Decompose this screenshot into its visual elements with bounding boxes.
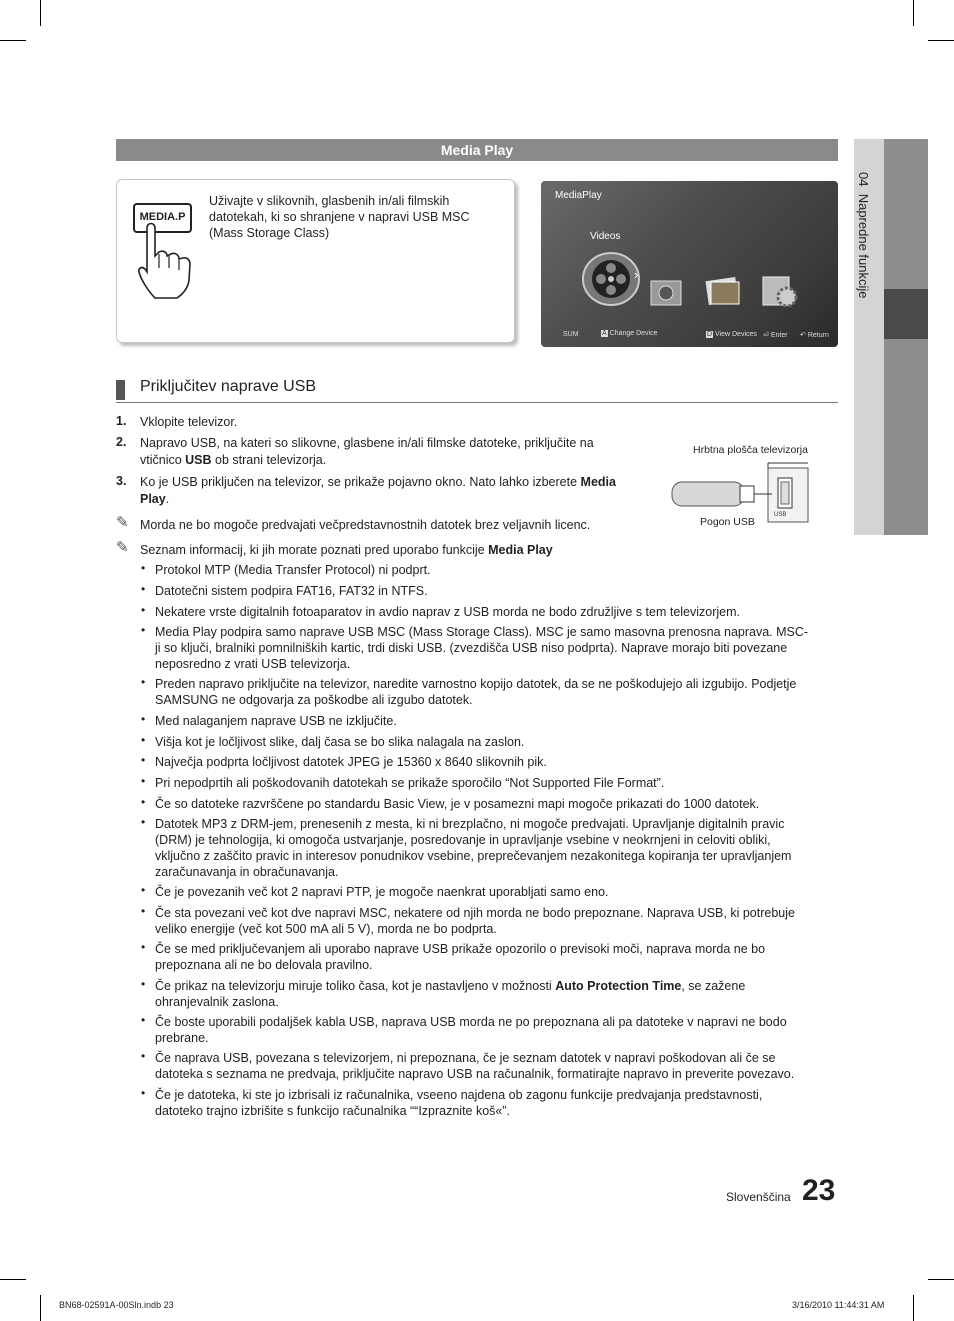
step-number: 2. [116, 435, 127, 449]
bullet-text: vključno z zaščito pravic in interesov ponudnikov vsebine, preprečevanjem nezakonitega kopiranja ter upravljanjem [155, 849, 792, 863]
bullet-dot: • [141, 774, 146, 788]
note-text: Seznam informacij, ki jih morate poznati pred uporabo funkcije Media Play [140, 543, 553, 557]
bullet-dot: • [141, 940, 146, 954]
step-number: 3. [116, 474, 127, 488]
sum-label: SUM [563, 331, 579, 338]
bullet-dot: • [141, 1086, 146, 1100]
bullet-text: Media Play podpira samo naprave USB MSC (Mass Storage Class). MSC je samo masovna prenosna naprava. MSC- [155, 625, 809, 639]
change-device-hint[interactable]: A Change Device [602, 330, 658, 337]
bullet-text: Med nalaganjem naprave USB ne izključite. [155, 714, 397, 728]
pointing-hand-icon [133, 222, 193, 302]
side-tab-active-block [884, 289, 928, 339]
bullet-text: Če naprava USB, povezana s televizorjem, ni prepoznana, če je seznam datotek v napravi poškodovan ali če se [155, 1051, 776, 1065]
bullet-text: Protokol MTP (Media Transfer Protocol) ni podprt. [155, 563, 431, 577]
crop-mark [913, 1295, 914, 1321]
section-header: Media Play [116, 139, 838, 161]
step-number: 1. [116, 414, 127, 428]
view-devices-hint[interactable]: D View Devices [707, 331, 757, 338]
step-text: Play. [140, 492, 170, 506]
bullet-text: datoteka s seznama ne predvaja, priključite napravo USB na računalnik, formatirajte napravo in preverite povezavo. [155, 1067, 795, 1081]
bullet-text: ji so ključi, bralniki pomnilniških kartic, trdi diski USB. (zvezdišča USB niso podprta). Naprave morajo biti povezane [155, 641, 788, 655]
bullet-text: veliko energije (več kot 500 mA ali 5 V), morda ne bo podprta. [155, 922, 497, 936]
footer-file: BN68-02591A-00Sln.indb 23 [59, 1300, 174, 1310]
film-reel-icon[interactable] [581, 251, 641, 307]
intro-text: Uživajte v slikovnih, glasbenih in/ali filmskih datotekah, ki so shranjene v napravi USB MSC (Mass Storage Class) [209, 194, 470, 240]
screen-title: MediaPlay [555, 190, 602, 201]
bullet-text: Datotečni sistem podpira FAT16, FAT32 in NTFS. [155, 584, 428, 598]
chevron-right-icon: › [634, 267, 639, 282]
bullet-dot: • [141, 712, 146, 726]
divider [116, 402, 838, 403]
step-text: Napravo USB, na kateri so slikovne, glasbene in/ali filmske datoteke, priključite na [140, 436, 594, 450]
crop-mark [928, 40, 954, 41]
bullet-dot: • [141, 675, 146, 689]
enter-hint[interactable]: ⏎ Enter [763, 332, 788, 339]
bullet-dot: • [141, 603, 146, 617]
note-pencil-icon: ✎ [116, 539, 129, 556]
mediaplay-screen [541, 181, 838, 347]
note-pencil-icon: ✎ [116, 514, 129, 531]
subsection-title: Priključitev naprave USB [140, 378, 317, 395]
bullet-text: Če boste uporabili podaljšek kabla USB, naprava USB morda ne po prepoznana ali pa datoteke v napravi ne bodo [155, 1015, 787, 1029]
bullet-text: Če prikaz na televizorju miruje toliko časa, kot je nastavljeno v možnosti Auto Protection Time, se zažene [155, 979, 746, 993]
crop-mark [40, 0, 41, 26]
bullet-text: SAMSUNG ne odgovarja za poškodbe ali izgubo datotek. [155, 693, 473, 707]
bullet-dot: • [141, 883, 146, 897]
bullet-dot: • [141, 977, 146, 991]
bullet-text: Pri nepodprtih ali poškodovanih datotekah se prikaže sporočilo “Not Supported File Format”. [155, 776, 665, 790]
footer-language: Slovenščina [726, 1190, 791, 1204]
usb-port-label: USB [774, 512, 787, 518]
bullet-text: Preden napravo priključite na televizor, naredite varnostno kopijo datotek, da se ne poškodujejo ali izgubijo. Podjetje [155, 677, 797, 691]
bullet-dot: • [141, 904, 146, 918]
side-tab-block [884, 139, 928, 289]
bullet-text: neposredno z vrati USB televizorja. [155, 657, 351, 671]
bullet-text: zaračunavanja in obračunavanja. [155, 865, 339, 879]
bullet-dot: • [141, 582, 146, 596]
bullet-text: Višja kot je ločljivost slike, dalj časa se bo slika nalagala na zaslon. [155, 735, 525, 749]
bullet-text: Datotek MP3 z DRM-jem, prenesenih z mesta, ki ni brezplačno, ni mogoče predvajati. Upravljanje digitalnih pravic [155, 817, 785, 831]
photos-icon[interactable] [703, 275, 743, 309]
page-number: 23 [802, 1174, 836, 1207]
bullet-text: Če se med priključevanjem ali uporabo naprave USB prikaže opozorilo o previsoki moči, naprava morda ne bo [155, 942, 766, 956]
bullet-dot: • [141, 795, 146, 809]
bullet-dot: • [141, 623, 146, 637]
bullet-dot: • [141, 1049, 146, 1063]
crop-mark [0, 40, 26, 41]
camera-photos-icon[interactable] [649, 275, 685, 309]
bullet-text: Če so datoteke razvrščene po standardu Basic View, je v posamezni mapi mogoče prikazati do 1000 datotek. [155, 797, 760, 811]
side-tab-label: 04 Napredne funkcije [856, 172, 871, 299]
step-text: Vklopite televizor. [140, 415, 238, 429]
step-text: Ko je USB priključen na televizor, se prikaže pojavno okno. Nato lahko izberete Media [140, 475, 616, 489]
step-text: vtičnico USB ob strani televizorja. [140, 453, 327, 467]
bullet-dot: • [141, 1013, 146, 1027]
bullet-text: prebrane. [155, 1031, 209, 1045]
bullet-dot: • [141, 753, 146, 767]
bullet-text: Nekatere vrste digitalnih fotoaparatov in avdio naprav z USB morda ne bodo združljive s tem televizorjem. [155, 605, 741, 619]
section-marker [116, 380, 125, 400]
note-text: Morda ne bo mogoče predvajati večpredstavnostnih datotek brez veljavnih licenc. [140, 518, 591, 532]
bullet-text: datoteko trajno izbrišite s funkcijo računalnika ““Izpraznite koš«”. [155, 1104, 511, 1118]
crop-mark [40, 1295, 41, 1321]
bullet-dot: • [141, 561, 146, 575]
bullet-text: Največja podprta ločljivost datotek JPEG je 15360 x 8640 slikovnih pik. [155, 755, 547, 769]
side-tab-block [884, 339, 928, 535]
bullet-text: prepoznana ali ne bo delovala pravilno. [155, 958, 373, 972]
media-p-remote-button: MEDIA.P [133, 203, 192, 233]
music-settings-icon[interactable] [761, 275, 801, 309]
diagram-top-label: Hrbtna plošča televizorja [693, 444, 808, 456]
crop-mark [913, 0, 914, 26]
diagram-bottom-label: Pogon USB [700, 516, 755, 528]
crop-mark [0, 1279, 26, 1280]
crop-mark [928, 1279, 954, 1280]
bullet-text: Če je povezanih več kot 2 napravi PTP, je mogoče naenkrat uporabljati samo eno. [155, 885, 609, 899]
footer-timestamp: 3/16/2010 11:44:31 AM [792, 1300, 885, 1310]
bullet-text: ohranjevalnik zaslona. [155, 995, 279, 1009]
focused-item-label: Videos [590, 231, 621, 242]
bullet-dot: • [141, 733, 146, 747]
bullet-dot: • [141, 815, 146, 829]
bullet-text: Če sta povezani več kot dve napravi MSC, nekatere od njih morda ne bodo prepoznane. Naprava USB, ki potrebuje [155, 906, 795, 920]
bullet-text: (DRM) je tehnologija, ki omogoča ustvarjanje, posredovanje in upravljanje vsebine v neokrnjeni in celoviti obliki, [155, 833, 771, 847]
return-hint[interactable]: ↶ Return [800, 332, 829, 339]
bullet-text: Če je datoteka, ki ste jo izbrisali iz računalnika, vseeno najdena ob zagonu funkcije predvajanja predstavnosti, [155, 1088, 763, 1102]
